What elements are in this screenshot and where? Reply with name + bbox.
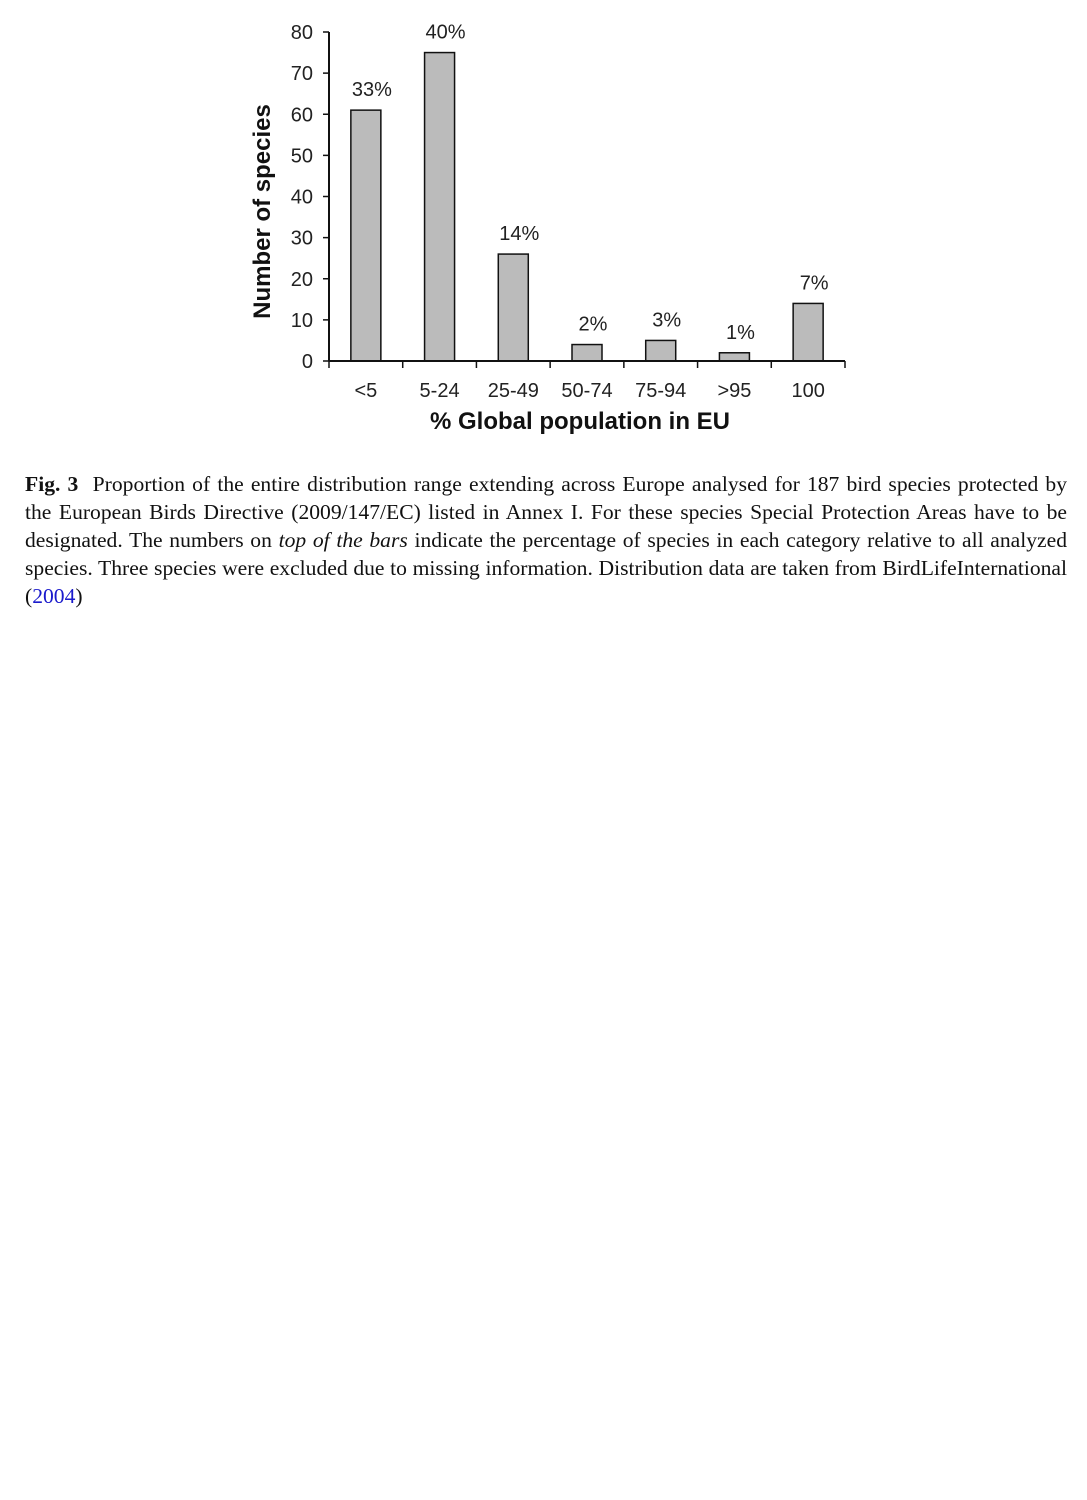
- bar: [719, 353, 749, 361]
- bar: [572, 345, 602, 361]
- y-tick-label: 40: [290, 186, 313, 209]
- x-category-label: <5: [354, 380, 378, 402]
- x-axis-title: % Global population in EU: [430, 408, 730, 435]
- caption-text-part-1: Proportion of the entire distribution range extending across Europe analysed for 187 bird species protected by the European Birds Directive (2009/147/EC) listed in Annex I. For these species Special Protection Areas have to be designated. The numbers on: [25, 472, 1068, 552]
- y-tick-label: 50: [290, 145, 313, 168]
- figure-caption: [25, 470, 1067, 610]
- x-category-label: 100: [791, 380, 825, 402]
- bar: [498, 254, 528, 361]
- caption-figure-label: Fig. 3: [25, 472, 79, 496]
- caption-italic-text: top of the bars: [278, 528, 408, 552]
- bar-percentage-label: 1%: [725, 321, 755, 344]
- x-category-label: 75-94: [635, 380, 687, 402]
- bar: [351, 110, 381, 361]
- bar-percentage-label: 7%: [799, 272, 829, 295]
- bar-percentage-label: 33%: [351, 79, 392, 102]
- y-tick-label: 30: [290, 227, 313, 250]
- caption-citation-link[interactable]: 2004: [32, 584, 76, 608]
- y-tick-label: 80: [290, 22, 313, 44]
- bar-percentage-label: 14%: [499, 223, 540, 246]
- y-axis-ticks: [291, 22, 329, 373]
- caption-text-part-2: indicate the percentage of species in each category relative to all analyzed species. Three species were excluded due to missing information. Distribution data are taken from BirdLifeInternational (: [25, 528, 1067, 608]
- x-axis-ticks: [329, 361, 845, 402]
- y-tick-label: 20: [290, 268, 313, 291]
- x-category-label: 5-24: [419, 380, 460, 402]
- bar-percentage-label: 2%: [578, 313, 608, 336]
- bar-percentage-label: 3%: [652, 309, 682, 332]
- y-axis-title: Number of species: [249, 104, 276, 319]
- bar: [793, 303, 823, 361]
- bar: [425, 53, 455, 361]
- y-tick-label: 70: [290, 63, 313, 86]
- x-category-label: 25-49: [487, 380, 539, 402]
- bar-chart: [0, 0, 1087, 450]
- x-category-label: >95: [717, 380, 752, 402]
- caption-text-end: ): [75, 584, 83, 608]
- bar-percentage-label: 40%: [425, 21, 466, 44]
- bars-group: [351, 22, 829, 361]
- y-tick-label: 60: [290, 104, 313, 127]
- bar: [646, 340, 676, 361]
- y-tick-label: 0: [301, 351, 313, 373]
- x-category-label: 50-74: [561, 380, 613, 402]
- y-tick-label: 10: [290, 309, 313, 332]
